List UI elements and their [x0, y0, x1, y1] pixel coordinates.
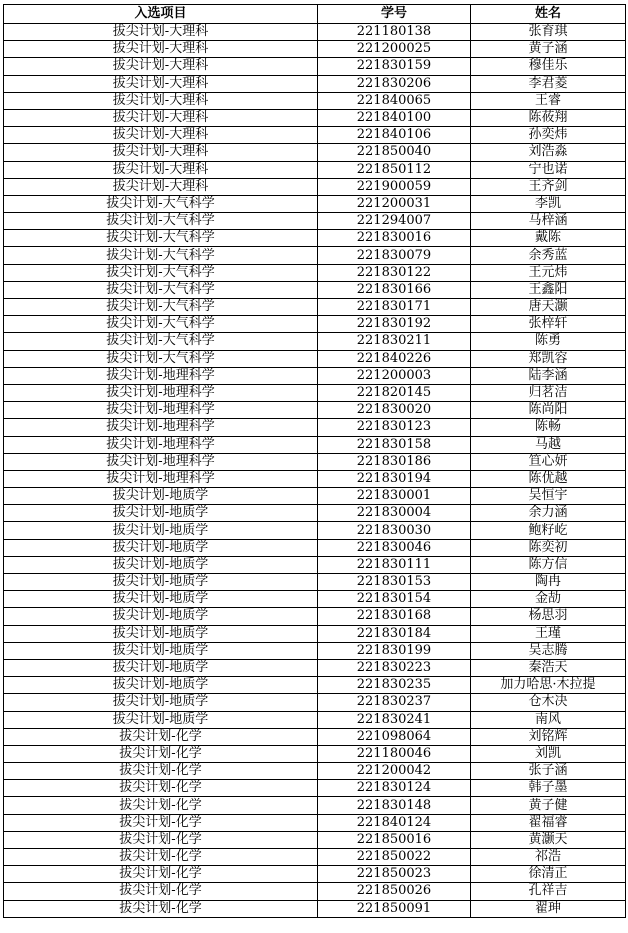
cell-program: 拔尖计划-化学	[4, 780, 318, 797]
cell-name: 王鑫阳	[471, 281, 626, 298]
cell-program: 拔尖计划-大理科	[4, 41, 318, 58]
roster-sheet	[3, 4, 626, 918]
cell-name: 宁也诺	[471, 161, 626, 178]
cell-program: 拔尖计划-大气科学	[4, 247, 318, 264]
cell-student-id: 221830148	[318, 797, 471, 814]
selection-table	[3, 4, 626, 918]
cell-program: 拔尖计划-化学	[4, 831, 318, 848]
cell-program: 拔尖计划-化学	[4, 728, 318, 745]
cell-student-id: 221830153	[318, 574, 471, 591]
table-row	[4, 797, 626, 814]
cell-student-id: 221098064	[318, 728, 471, 745]
cell-name: 王睿	[471, 92, 626, 109]
table-row	[4, 350, 626, 367]
table-row	[4, 831, 626, 848]
cell-student-id: 221830123	[318, 419, 471, 436]
table-row	[4, 625, 626, 642]
cell-student-id: 221840106	[318, 127, 471, 144]
cell-student-id: 221850091	[318, 900, 471, 917]
cell-student-id: 221180138	[318, 24, 471, 41]
cell-student-id: 221830235	[318, 677, 471, 694]
cell-name: 杨思羽	[471, 608, 626, 625]
cell-student-id: 221850112	[318, 161, 471, 178]
cell-student-id: 221850023	[318, 866, 471, 883]
table-row	[4, 58, 626, 75]
cell-student-id: 221820145	[318, 384, 471, 401]
table-row	[4, 384, 626, 401]
table-row	[4, 694, 626, 711]
cell-name: 韩子墨	[471, 780, 626, 797]
cell-program: 拔尖计划-大气科学	[4, 213, 318, 230]
cell-student-id: 221830124	[318, 780, 471, 797]
cell-student-id: 221830004	[318, 505, 471, 522]
table-row	[4, 711, 626, 728]
cell-name: 加力哈思·木拉提	[471, 677, 626, 694]
cell-student-id: 221830030	[318, 522, 471, 539]
cell-student-id: 221830171	[318, 299, 471, 316]
table-row	[4, 659, 626, 676]
cell-student-id: 221840100	[318, 109, 471, 126]
cell-program: 拔尖计划-化学	[4, 763, 318, 780]
cell-program: 拔尖计划-化学	[4, 797, 318, 814]
cell-student-id: 221200031	[318, 195, 471, 212]
cell-program: 拔尖计划-化学	[4, 866, 318, 883]
table-body	[4, 24, 626, 918]
table-row	[4, 161, 626, 178]
cell-name: 马越	[471, 436, 626, 453]
table-row	[4, 780, 626, 797]
cell-student-id: 221830111	[318, 556, 471, 573]
cell-student-id: 221830016	[318, 230, 471, 247]
table-row	[4, 419, 626, 436]
cell-program: 拔尖计划-化学	[4, 814, 318, 831]
table-row	[4, 213, 626, 230]
cell-program: 拔尖计划-大气科学	[4, 281, 318, 298]
cell-name: 刘凯	[471, 745, 626, 762]
cell-program: 拔尖计划-地质学	[4, 591, 318, 608]
cell-program: 拔尖计划-大理科	[4, 178, 318, 195]
cell-name: 余秀蓝	[471, 247, 626, 264]
cell-name: 翟福睿	[471, 814, 626, 831]
cell-program: 拔尖计划-地质学	[4, 711, 318, 728]
cell-name: 孙奕炜	[471, 127, 626, 144]
cell-student-id: 221830046	[318, 539, 471, 556]
cell-program: 拔尖计划-地质学	[4, 539, 318, 556]
cell-student-id: 221830223	[318, 659, 471, 676]
cell-program: 拔尖计划-地理科学	[4, 402, 318, 419]
cell-name: 唐天灏	[471, 299, 626, 316]
cell-program: 拔尖计划-大理科	[4, 92, 318, 109]
cell-student-id: 221850026	[318, 883, 471, 900]
cell-name: 吴恒宇	[471, 488, 626, 505]
cell-program: 拔尖计划-大气科学	[4, 316, 318, 333]
cell-name: 黄灏天	[471, 831, 626, 848]
table-row	[4, 230, 626, 247]
cell-program: 拔尖计划-化学	[4, 900, 318, 917]
cell-name: 归茗洁	[471, 384, 626, 401]
header-program: 入选项目	[4, 5, 318, 24]
cell-student-id: 221850016	[318, 831, 471, 848]
cell-student-id: 221830206	[318, 75, 471, 92]
table-row	[4, 24, 626, 41]
cell-program: 拔尖计划-地质学	[4, 625, 318, 642]
cell-program: 拔尖计划-大气科学	[4, 264, 318, 281]
cell-student-id: 221830122	[318, 264, 471, 281]
cell-name: 刘铭辉	[471, 728, 626, 745]
cell-program: 拔尖计划-地理科学	[4, 436, 318, 453]
table-row	[4, 127, 626, 144]
table-row	[4, 849, 626, 866]
cell-name: 陈优越	[471, 470, 626, 487]
cell-name: 马梓涵	[471, 213, 626, 230]
table-row	[4, 195, 626, 212]
cell-program: 拔尖计划-地质学	[4, 608, 318, 625]
cell-program: 拔尖计划-大理科	[4, 144, 318, 161]
table-row	[4, 281, 626, 298]
cell-name: 翟珅	[471, 900, 626, 917]
table-row	[4, 264, 626, 281]
table-row	[4, 144, 626, 161]
header-row	[4, 5, 626, 24]
cell-program: 拔尖计划-地理科学	[4, 419, 318, 436]
table-row	[4, 505, 626, 522]
table-row	[4, 866, 626, 883]
table-row	[4, 41, 626, 58]
cell-student-id: 221830079	[318, 247, 471, 264]
cell-program: 拔尖计划-地质学	[4, 574, 318, 591]
table-row	[4, 367, 626, 384]
cell-student-id: 221830211	[318, 333, 471, 350]
cell-name: 李君菱	[471, 75, 626, 92]
cell-student-id: 221830241	[318, 711, 471, 728]
cell-program: 拔尖计划-大理科	[4, 75, 318, 92]
cell-name: 秦浩天	[471, 659, 626, 676]
table-row	[4, 436, 626, 453]
cell-program: 拔尖计划-地质学	[4, 522, 318, 539]
cell-name: 鲍籽屹	[471, 522, 626, 539]
cell-name: 金劼	[471, 591, 626, 608]
cell-program: 拔尖计划-地质学	[4, 659, 318, 676]
cell-program: 拔尖计划-大气科学	[4, 299, 318, 316]
cell-program: 拔尖计划-大理科	[4, 24, 318, 41]
cell-student-id: 221900059	[318, 178, 471, 195]
table-row	[4, 470, 626, 487]
table-row	[4, 642, 626, 659]
cell-program: 拔尖计划-地理科学	[4, 384, 318, 401]
table-row	[4, 75, 626, 92]
cell-student-id: 221830237	[318, 694, 471, 711]
cell-student-id: 221830159	[318, 58, 471, 75]
cell-program: 拔尖计划-化学	[4, 883, 318, 900]
cell-name: 李凯	[471, 195, 626, 212]
table-row	[4, 883, 626, 900]
header-student-id: 学号	[318, 5, 471, 24]
table-row	[4, 299, 626, 316]
cell-program: 拔尖计划-化学	[4, 745, 318, 762]
table-row	[4, 316, 626, 333]
cell-student-id: 221830186	[318, 453, 471, 470]
cell-program: 拔尖计划-化学	[4, 849, 318, 866]
cell-program: 拔尖计划-地理科学	[4, 453, 318, 470]
cell-program: 拔尖计划-大气科学	[4, 195, 318, 212]
cell-student-id: 221830168	[318, 608, 471, 625]
cell-student-id: 221840226	[318, 350, 471, 367]
cell-name: 徐清正	[471, 866, 626, 883]
cell-program: 拔尖计划-地质学	[4, 488, 318, 505]
cell-program: 拔尖计划-地理科学	[4, 470, 318, 487]
table-row	[4, 488, 626, 505]
cell-student-id: 221200003	[318, 367, 471, 384]
table-row	[4, 728, 626, 745]
cell-name: 陈奕初	[471, 539, 626, 556]
cell-name: 陈莜翔	[471, 109, 626, 126]
table-row	[4, 574, 626, 591]
cell-program: 拔尖计划-地质学	[4, 677, 318, 694]
cell-student-id: 221830020	[318, 402, 471, 419]
table-row	[4, 92, 626, 109]
cell-program: 拔尖计划-地质学	[4, 505, 318, 522]
cell-program: 拔尖计划-地质学	[4, 694, 318, 711]
cell-name: 张子涵	[471, 763, 626, 780]
cell-student-id: 221180046	[318, 745, 471, 762]
table-row	[4, 591, 626, 608]
cell-program: 拔尖计划-大气科学	[4, 350, 318, 367]
cell-program: 拔尖计划-大气科学	[4, 230, 318, 247]
cell-program: 拔尖计划-地质学	[4, 556, 318, 573]
table-row	[4, 178, 626, 195]
cell-name: 余力涵	[471, 505, 626, 522]
cell-name: 刘浩淼	[471, 144, 626, 161]
cell-name: 孔祥吉	[471, 883, 626, 900]
cell-name: 王瑾	[471, 625, 626, 642]
table-row	[4, 814, 626, 831]
cell-name: 张梓轩	[471, 316, 626, 333]
cell-name: 黄子健	[471, 797, 626, 814]
cell-student-id: 221200042	[318, 763, 471, 780]
cell-program: 拔尖计划-地理科学	[4, 367, 318, 384]
cell-name: 仓木决	[471, 694, 626, 711]
table-row	[4, 109, 626, 126]
cell-name: 陶冉	[471, 574, 626, 591]
cell-program: 拔尖计划-大理科	[4, 127, 318, 144]
table-row	[4, 333, 626, 350]
table-row	[4, 453, 626, 470]
cell-name: 黄子涵	[471, 41, 626, 58]
cell-student-id: 221850022	[318, 849, 471, 866]
cell-program: 拔尖计划-大气科学	[4, 333, 318, 350]
cell-program: 拔尖计划-大理科	[4, 58, 318, 75]
cell-name: 笪心妍	[471, 453, 626, 470]
cell-program: 拔尖计划-大理科	[4, 109, 318, 126]
cell-name: 南风	[471, 711, 626, 728]
table-row	[4, 677, 626, 694]
cell-program: 拔尖计划-大理科	[4, 161, 318, 178]
table-row	[4, 900, 626, 917]
table-row	[4, 608, 626, 625]
table-row	[4, 745, 626, 762]
table-row	[4, 556, 626, 573]
cell-student-id: 221830158	[318, 436, 471, 453]
cell-name: 穆佳乐	[471, 58, 626, 75]
cell-program: 拔尖计划-地质学	[4, 642, 318, 659]
cell-student-id: 221850040	[318, 144, 471, 161]
header-name: 姓名	[471, 5, 626, 24]
cell-student-id: 221830192	[318, 316, 471, 333]
cell-name: 陈方信	[471, 556, 626, 573]
cell-name: 吴志腾	[471, 642, 626, 659]
cell-student-id: 221840124	[318, 814, 471, 831]
table-row	[4, 402, 626, 419]
table-row	[4, 522, 626, 539]
cell-name: 陈勇	[471, 333, 626, 350]
cell-student-id: 221830184	[318, 625, 471, 642]
cell-name: 王齐剑	[471, 178, 626, 195]
cell-student-id: 221830194	[318, 470, 471, 487]
cell-name: 祁浩	[471, 849, 626, 866]
cell-student-id: 221294007	[318, 213, 471, 230]
cell-student-id: 221830001	[318, 488, 471, 505]
cell-student-id: 221830199	[318, 642, 471, 659]
table-row	[4, 763, 626, 780]
cell-student-id: 221840065	[318, 92, 471, 109]
cell-name: 郑凯容	[471, 350, 626, 367]
table-row	[4, 247, 626, 264]
cell-name: 陆李涵	[471, 367, 626, 384]
cell-student-id: 221830154	[318, 591, 471, 608]
cell-name: 王元炜	[471, 264, 626, 281]
cell-name: 陈尚阳	[471, 402, 626, 419]
cell-name: 戴陈	[471, 230, 626, 247]
cell-name: 陈畅	[471, 419, 626, 436]
table-row	[4, 539, 626, 556]
cell-name: 张育琪	[471, 24, 626, 41]
cell-student-id: 221200025	[318, 41, 471, 58]
cell-student-id: 221830166	[318, 281, 471, 298]
